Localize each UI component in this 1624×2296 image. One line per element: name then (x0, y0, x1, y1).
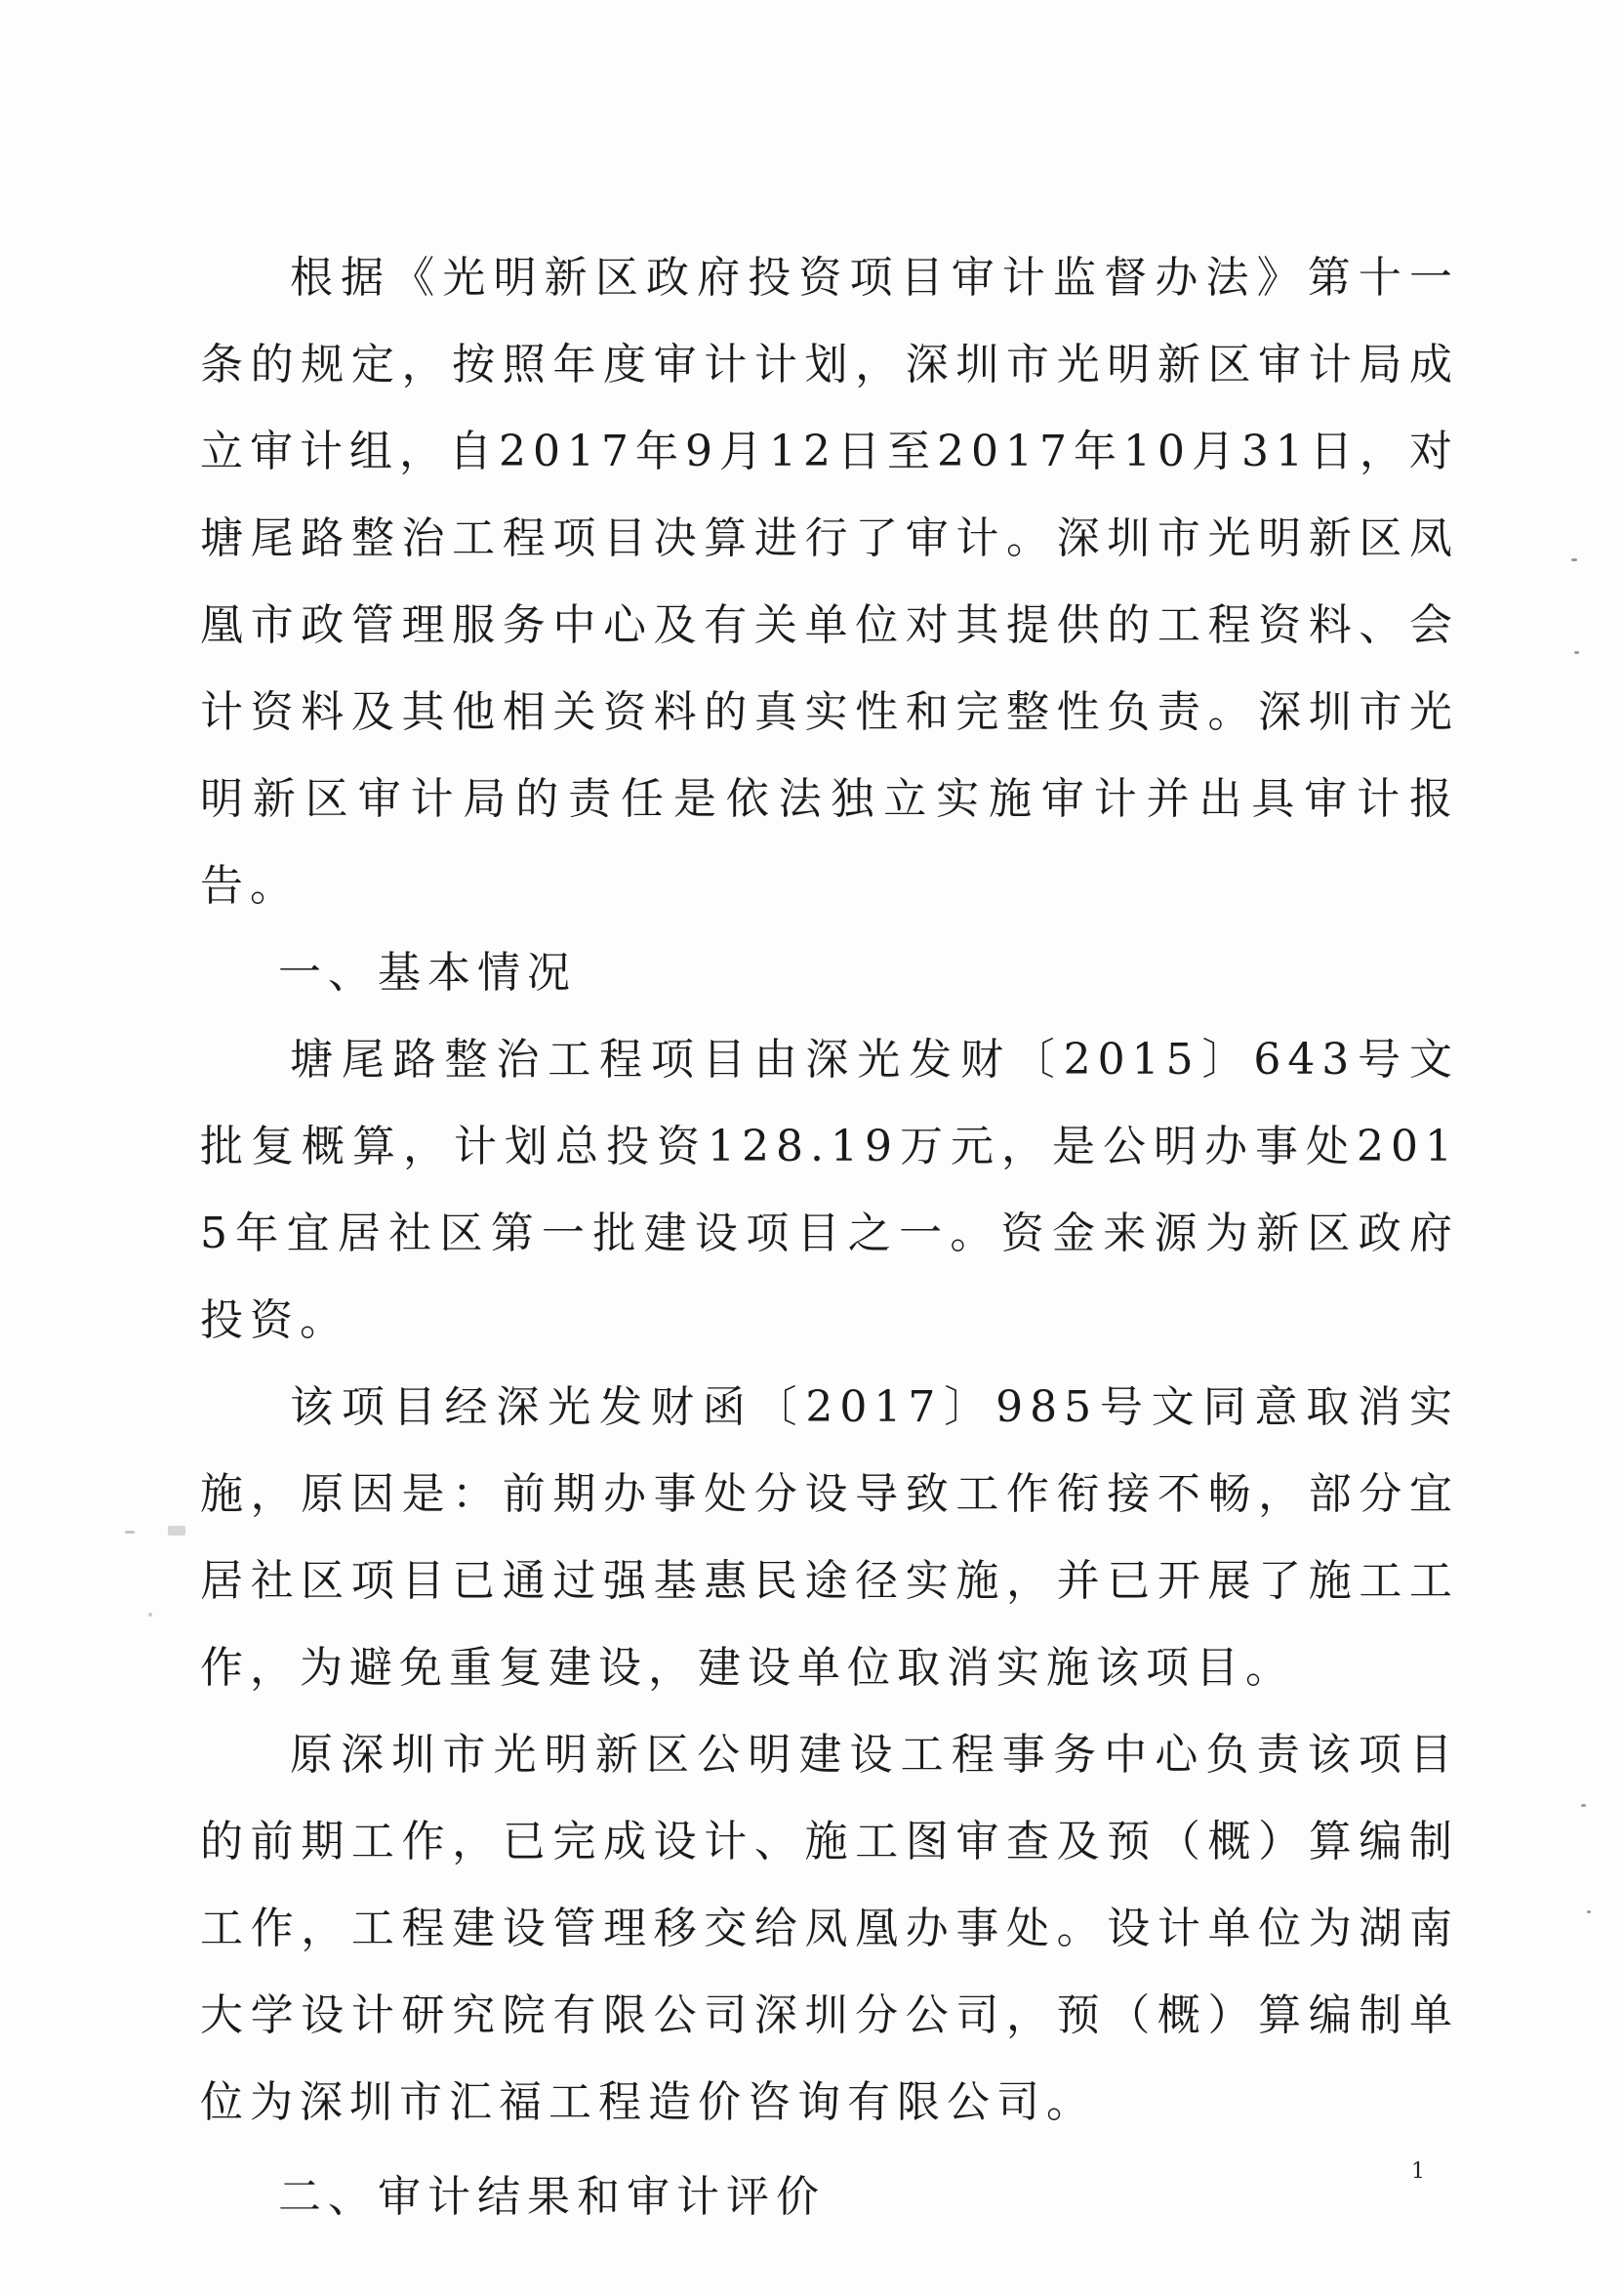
scan-speck (1587, 1910, 1591, 1913)
section-heading-basic-info: 一、基本情况 (278, 948, 577, 998)
scan-speck (1571, 558, 1577, 561)
page-number: 1 (1411, 2159, 1425, 2184)
paragraph-budget: 塘尾路整治工程项目由深光发财〔2015〕643号文批复概算，计划总投资128.19万元，是公明办事处2015年宜居社区第一批建设项目之一。资金来源为新区政府投资。 (200, 1035, 1459, 1345)
document-body (200, 234, 1459, 2240)
scan-speck (148, 1613, 152, 1617)
paragraph-cancellation: 该项目经深光发财函〔2017〕985号文同意取消实施，原因是：前期办事处分设导致工作衔接不畅，部分宜居社区项目已通过强基惠民途径实施，并已开展了施工工作，为避免重复建设，建设单位取消实施该项目。 (200, 1382, 1459, 1693)
scan-speck (1574, 651, 1579, 654)
scan-speck (1581, 1804, 1586, 1807)
intro-paragraph: 根据《光明新区政府投资项目审计监督办法》第十一条的规定，按照年度审计计划，深圳市光明新区审计局成立审计组，自2017年9月12日至2017年10月31日，对塘尾路整治工程项目决算进行了审计。深圳市光明新区凤凰市政管理服务中心及有关单位对其提供的工程资料、会计资料及其他相关资料的真实性和完整性负责。深圳市光明新区审计局的责任是依法独立实施审计并出具审计报告。 (200, 253, 1459, 911)
section-heading-audit-results: 二、审计结果和审计评价 (278, 2172, 826, 2222)
scan-speck (125, 1531, 135, 1534)
scan-speck (168, 1526, 185, 1536)
paragraph-preliminary-work: 原深圳市光明新区公明建设工程事务中心负责该项目的前期工作，已完成设计、施工图审查及预（概）算编制工作，工程建设管理移交给凤凰办事处。设计单位为湖南大学设计研究院有限公司深圳分公司，预（概）算编制单位为深圳市汇福工程造价咨询有限公司。 (200, 1730, 1459, 2127)
